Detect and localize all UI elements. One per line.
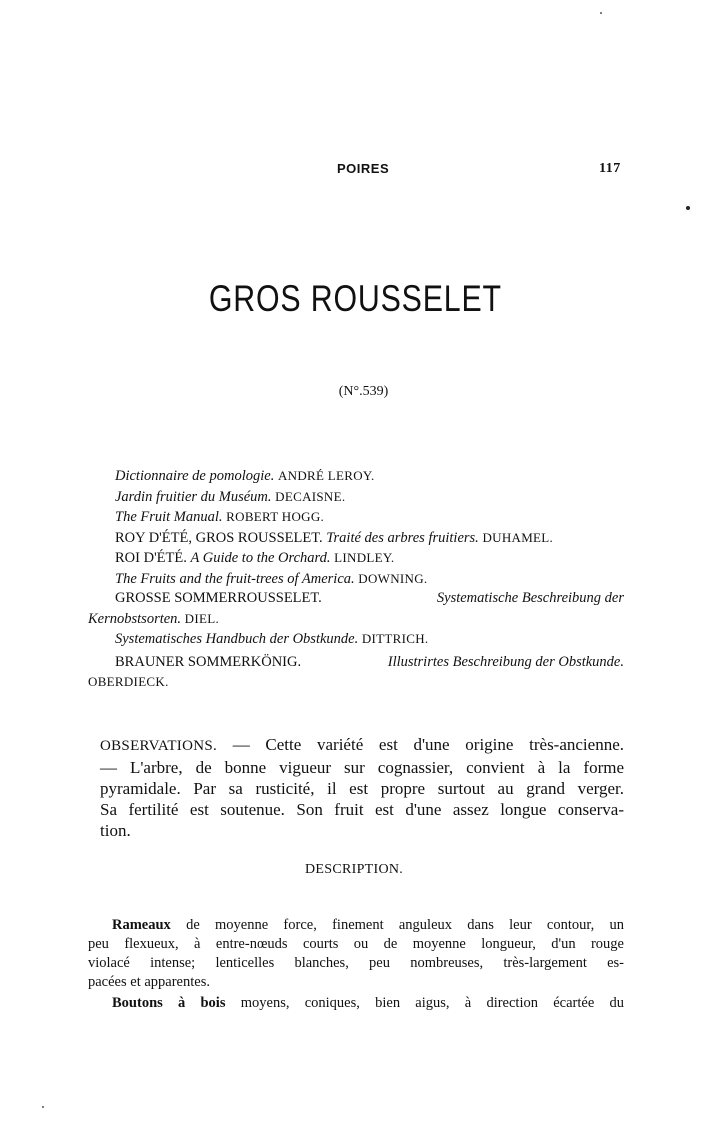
description-line: violacé intense; lenticelles blanches, peu nombreuses, très-largement es- — [88, 955, 624, 971]
synonym-entry: Systematisches Handbuch der Obstkunde. DITTRICH. — [115, 631, 429, 647]
synonym-entry: Dictionnaire de pomologie. ANDRÉ LEROY. — [115, 468, 375, 484]
observations-line: tion. — [100, 821, 131, 840]
observations-line: OBSERVATIONS. — Cette variété est d'une origine très-ancienne. — [100, 735, 624, 754]
description-line: pacées et apparentes. — [88, 974, 210, 990]
page-number: 117 — [599, 161, 621, 176]
description-line: Boutons à bois moyens, coniques, bien aigus, à direction écartée du — [112, 995, 625, 1011]
synonym-entry: ROY D'ÉTÉ, GROS ROUSSELET. Traité des arbres fruitiers. DUHAMEL. — [115, 529, 554, 546]
synonym-entry-continuation: Kernobstsorten. DIEL. — [88, 610, 220, 627]
observations-line: pyramidale. Par sa rusticité, il est propre surtout au grand verger. — [100, 779, 624, 798]
synonym-entry: The Fruits and the fruit-trees of America. DOWNING. — [115, 570, 428, 587]
synonym-entry-continuation: OBERDIECK. — [88, 674, 169, 689]
page-title: GROS ROUSSELET — [208, 278, 502, 319]
description-line: peu flexueux, à entre-nœuds courts ou de moyenne longueur, d'un rouge — [88, 936, 624, 952]
synonym-entry: The Fruit Manual. ROBERT HOGG. — [115, 509, 325, 525]
synonym-entry: Jardin fruitier du Muséum. DECAISNE. — [115, 488, 346, 505]
specks — [600, 12, 602, 14]
running-head-title: POIRES — [337, 161, 390, 176]
description-body — [88, 916, 624, 1013]
observations-paragraph — [100, 734, 624, 841]
observations-line: — L'arbre, de bonne vigueur sur cognassier, convient à la forme — [100, 758, 624, 777]
synonym-entry: ROI D'ÉTÉ. A Guide to the Orchard. LINDLEY. — [115, 550, 395, 566]
synonym-entry: GROSSE SOMMERROUSSELET. Systematische Beschreibung der — [115, 590, 624, 606]
observations-label: OBSERVATIONS. — [100, 738, 218, 754]
specks — [42, 1106, 44, 1108]
specks — [686, 206, 690, 210]
description-heading: DESCRIPTION. — [305, 862, 404, 877]
observations-line: Sa fertilité est soutenue. Son fruit est d'une assez longue conserva- — [100, 800, 624, 819]
synonym-entry: BRAUNER SOMMERKÖNIG. Illustrirtes Beschreibung der Obstkunde. — [115, 653, 624, 670]
boutons-label: Boutons à bois — [112, 995, 226, 1011]
variety-number: (N°.539) — [338, 384, 389, 399]
synonym-list — [88, 466, 624, 693]
description-line: Rameaux de moyenne force, finement anguleux dans leur contour, un — [112, 917, 625, 933]
rameaux-label: Rameaux — [112, 917, 171, 933]
